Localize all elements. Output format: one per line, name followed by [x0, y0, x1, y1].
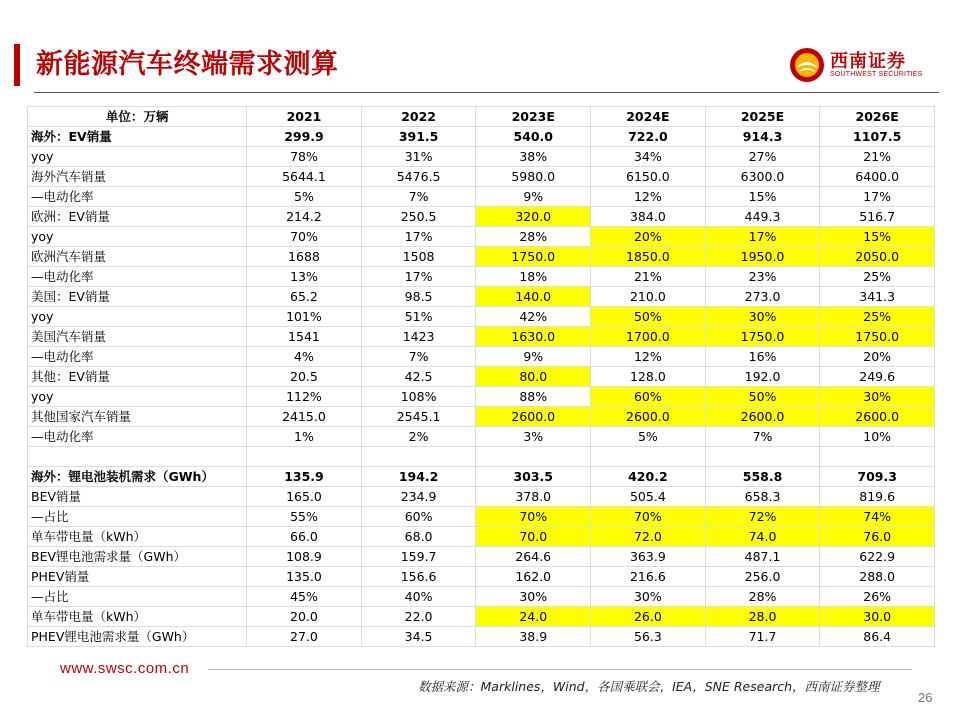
- table-cell: 1700.0: [591, 327, 706, 347]
- table-cell: [591, 447, 706, 467]
- table-cell: 28%: [705, 587, 820, 607]
- table-cell: 2600.0: [476, 407, 591, 427]
- table-cell: 80.0: [476, 367, 591, 387]
- table-cell: 7%: [705, 427, 820, 447]
- footer-divider: [208, 669, 912, 670]
- table-cell: 3%: [476, 427, 591, 447]
- header-cell-2024e: 2024E: [591, 107, 706, 127]
- table-cell: 26%: [820, 587, 935, 607]
- row-label-cell: 海外：EV销量: [28, 127, 247, 147]
- table-body: [28, 127, 935, 647]
- ev-demand-table: [27, 106, 935, 647]
- table-row: [28, 387, 935, 407]
- table-cell: [247, 447, 362, 467]
- table-cell: 505.4: [591, 487, 706, 507]
- logo-text-en: SOUTHWEST SECURITIES: [830, 71, 923, 78]
- table-cell: 516.7: [820, 207, 935, 227]
- table-cell: 17%: [820, 187, 935, 207]
- table-cell: 9%: [476, 347, 591, 367]
- table-row: [28, 127, 935, 147]
- table-cell: 135.0: [247, 567, 362, 587]
- table-cell: 16%: [705, 347, 820, 367]
- table-cell: 25%: [820, 307, 935, 327]
- table-cell: 108.9: [247, 547, 362, 567]
- table-cell: 5476.5: [361, 167, 476, 187]
- table-cell: 162.0: [476, 567, 591, 587]
- table-cell: 214.2: [247, 207, 362, 227]
- table-cell: 72.0: [591, 527, 706, 547]
- table-cell: 1541: [247, 327, 362, 347]
- row-label-cell: yoy: [28, 147, 247, 167]
- table-row: [28, 307, 935, 327]
- table-cell: 2545.1: [361, 407, 476, 427]
- table-cell: 384.0: [591, 207, 706, 227]
- header-cell-2026e: 2026E: [820, 107, 935, 127]
- website-url: www.swsc.com.cn: [60, 660, 190, 677]
- table-cell: 27.0: [247, 627, 362, 647]
- table-cell: 20.5: [247, 367, 362, 387]
- table-row: [28, 527, 935, 547]
- table-cell: 1688: [247, 247, 362, 267]
- table-cell: 13%: [247, 267, 362, 287]
- table-cell: 98.5: [361, 287, 476, 307]
- table-cell: 34.5: [361, 627, 476, 647]
- table-cell: 15%: [820, 227, 935, 247]
- table-cell: 2600.0: [705, 407, 820, 427]
- table-cell: 1750.0: [705, 327, 820, 347]
- table-cell: 17%: [361, 227, 476, 247]
- table-cell: 249.6: [820, 367, 935, 387]
- table-cell: 194.2: [361, 467, 476, 487]
- table-cell: 250.5: [361, 207, 476, 227]
- table-cell: 320.0: [476, 207, 591, 227]
- table-cell: 6300.0: [705, 167, 820, 187]
- table-cell: 5980.0: [476, 167, 591, 187]
- table-cell: 28.0: [705, 607, 820, 627]
- row-label-cell: BEV锂电池需求量（GWh）: [28, 547, 247, 567]
- table-cell: 540.0: [476, 127, 591, 147]
- table-cell: 5644.1: [247, 167, 362, 187]
- row-label-cell: yoy: [28, 227, 247, 247]
- row-label-cell: 美国汽车销量: [28, 327, 247, 347]
- table-cell: 363.9: [591, 547, 706, 567]
- table-cell: 72%: [705, 507, 820, 527]
- table-row: [28, 507, 935, 527]
- row-label-cell: 欧洲：EV销量: [28, 207, 247, 227]
- header-cell-unit: 单位：万辆: [28, 107, 247, 127]
- row-label-cell: 海外汽车销量: [28, 167, 247, 187]
- row-label-cell: —电动化率: [28, 267, 247, 287]
- table-cell: 159.7: [361, 547, 476, 567]
- row-label-cell: 单车带电量（kWh）: [28, 607, 247, 627]
- table-cell: 74.0: [705, 527, 820, 547]
- table-cell: 165.0: [247, 487, 362, 507]
- table-row: [28, 287, 935, 307]
- table-cell: 1107.5: [820, 127, 935, 147]
- table-cell: 1630.0: [476, 327, 591, 347]
- row-label-cell: PHEV销量: [28, 567, 247, 587]
- table-cell: 341.3: [820, 287, 935, 307]
- table-cell: 70%: [591, 507, 706, 527]
- table-cell: 25%: [820, 267, 935, 287]
- table-cell: 21%: [820, 147, 935, 167]
- row-label-cell: 单车带电量（kWh）: [28, 527, 247, 547]
- page-number: 26: [918, 690, 933, 705]
- table-cell: 192.0: [705, 367, 820, 387]
- table-cell: 27%: [705, 147, 820, 167]
- table-cell: 288.0: [820, 567, 935, 587]
- table-cell: 38.9: [476, 627, 591, 647]
- row-label-cell: BEV销量: [28, 487, 247, 507]
- table-cell: 28%: [476, 227, 591, 247]
- table-cell: 76.0: [820, 527, 935, 547]
- table-cell: 722.0: [591, 127, 706, 147]
- header-cell-2025e: 2025E: [705, 107, 820, 127]
- table-cell: 7%: [361, 187, 476, 207]
- table-cell: 30%: [476, 587, 591, 607]
- table-cell: 140.0: [476, 287, 591, 307]
- table-cell: 622.9: [820, 547, 935, 567]
- table-cell: 42.5: [361, 367, 476, 387]
- table-row: [28, 607, 935, 627]
- table-cell: 378.0: [476, 487, 591, 507]
- table-cell: 38%: [476, 147, 591, 167]
- table-cell: 1850.0: [591, 247, 706, 267]
- table-cell: 9%: [476, 187, 591, 207]
- table-cell: 18%: [476, 267, 591, 287]
- table-cell: 299.9: [247, 127, 362, 147]
- title-divider: [34, 92, 939, 93]
- logo-emblem-icon: [788, 46, 826, 84]
- row-label-cell: 欧洲汽车销量: [28, 247, 247, 267]
- table-row: [28, 367, 935, 387]
- table-cell: 420.2: [591, 467, 706, 487]
- table-row: [28, 347, 935, 367]
- table-cell: 6150.0: [591, 167, 706, 187]
- table-cell: 15%: [705, 187, 820, 207]
- row-label-cell: PHEV锂电池需求量（GWh）: [28, 627, 247, 647]
- table-cell: 1508: [361, 247, 476, 267]
- row-label-cell: yoy: [28, 307, 247, 327]
- table-cell: 1750.0: [820, 327, 935, 347]
- table-cell: 1423: [361, 327, 476, 347]
- table-cell: 658.3: [705, 487, 820, 507]
- header-cell-2022: 2022: [361, 107, 476, 127]
- table-cell: 709.3: [820, 467, 935, 487]
- table-row: [28, 467, 935, 487]
- table-cell: 70%: [476, 507, 591, 527]
- table-cell: 1750.0: [476, 247, 591, 267]
- table-cell: 71.7: [705, 627, 820, 647]
- table-cell: 26.0: [591, 607, 706, 627]
- table-row: [28, 207, 935, 227]
- table-cell: 273.0: [705, 287, 820, 307]
- table-cell: [361, 447, 476, 467]
- table-row: [28, 267, 935, 287]
- row-label-cell: 美国：EV销量: [28, 287, 247, 307]
- table-cell: 7%: [361, 347, 476, 367]
- table-cell: 2600.0: [820, 407, 935, 427]
- table-cell: 112%: [247, 387, 362, 407]
- table-row: [28, 227, 935, 247]
- table-row: [28, 147, 935, 167]
- table-cell: 128.0: [591, 367, 706, 387]
- table-cell: 135.9: [247, 467, 362, 487]
- table-cell: 819.6: [820, 487, 935, 507]
- table-cell: 12%: [591, 187, 706, 207]
- table-cell: 264.6: [476, 547, 591, 567]
- table-cell: 391.5: [361, 127, 476, 147]
- table-cell: 256.0: [705, 567, 820, 587]
- table-cell: 31%: [361, 147, 476, 167]
- table-cell: 86.4: [820, 627, 935, 647]
- header-cell-2021: 2021: [247, 107, 362, 127]
- page-title: 新能源汽车终端需求测算: [36, 49, 339, 80]
- table-cell: 60%: [591, 387, 706, 407]
- table-cell: 449.3: [705, 207, 820, 227]
- table-cell: 40%: [361, 587, 476, 607]
- table-cell: 558.8: [705, 467, 820, 487]
- table-cell: 74%: [820, 507, 935, 527]
- table-cell: 21%: [591, 267, 706, 287]
- table-header-row: [28, 107, 935, 127]
- table-cell: 487.1: [705, 547, 820, 567]
- table-cell: 210.0: [591, 287, 706, 307]
- table-cell: 50%: [705, 387, 820, 407]
- table-cell: 30%: [820, 387, 935, 407]
- table-cell: 2600.0: [591, 407, 706, 427]
- table-cell: 5%: [591, 427, 706, 447]
- table-cell: 1%: [247, 427, 362, 447]
- row-label-cell: —占比: [28, 507, 247, 527]
- table-cell: [705, 447, 820, 467]
- row-label-cell: yoy: [28, 387, 247, 407]
- table-cell: 2050.0: [820, 247, 935, 267]
- table-row: [28, 167, 935, 187]
- table-cell: 45%: [247, 587, 362, 607]
- table-cell: 156.6: [361, 567, 476, 587]
- table-cell: 56.3: [591, 627, 706, 647]
- table-cell: 51%: [361, 307, 476, 327]
- table-spacer-row: [28, 447, 935, 467]
- table-cell: 2%: [361, 427, 476, 447]
- table-row: [28, 407, 935, 427]
- data-source-note: 数据来源：Marklines，Wind，各国乘联会，IEA，SNE Research，西南证券整理: [418, 679, 880, 694]
- table-row: [28, 487, 935, 507]
- table-cell: 10%: [820, 427, 935, 447]
- table-row: [28, 547, 935, 567]
- table-cell: 23%: [705, 267, 820, 287]
- table-row: [28, 427, 935, 447]
- table-row: [28, 627, 935, 647]
- table-cell: 303.5: [476, 467, 591, 487]
- table-cell: 20.0: [247, 607, 362, 627]
- table-cell: 68.0: [361, 527, 476, 547]
- row-label-cell: —电动化率: [28, 187, 247, 207]
- table-cell: 20%: [820, 347, 935, 367]
- row-label-cell: —电动化率: [28, 347, 247, 367]
- title-accent-bar: [14, 44, 20, 86]
- table-cell: 70%: [247, 227, 362, 247]
- table-cell: 30.0: [820, 607, 935, 627]
- table-row: [28, 587, 935, 607]
- table-cell: 216.6: [591, 567, 706, 587]
- company-logo: [788, 46, 938, 86]
- table-row: [28, 247, 935, 267]
- table-cell: 2415.0: [247, 407, 362, 427]
- table-cell: 70.0: [476, 527, 591, 547]
- table-cell: 22.0: [361, 607, 476, 627]
- table-cell: 60%: [361, 507, 476, 527]
- table-cell: 65.2: [247, 287, 362, 307]
- table-cell: [820, 447, 935, 467]
- row-label-cell: —占比: [28, 587, 247, 607]
- table-cell: 24.0: [476, 607, 591, 627]
- row-label-cell: [28, 447, 247, 467]
- table-cell: 55%: [247, 507, 362, 527]
- logo-text-cn: 西南证券: [830, 51, 906, 72]
- table-cell: 5%: [247, 187, 362, 207]
- table-cell: 78%: [247, 147, 362, 167]
- table-cell: 1950.0: [705, 247, 820, 267]
- table-cell: 4%: [247, 347, 362, 367]
- table-cell: 50%: [591, 307, 706, 327]
- header-cell-2023e: 2023E: [476, 107, 591, 127]
- table-cell: 88%: [476, 387, 591, 407]
- table-cell: 66.0: [247, 527, 362, 547]
- table-cell: 30%: [705, 307, 820, 327]
- table-cell: 42%: [476, 307, 591, 327]
- table-cell: 108%: [361, 387, 476, 407]
- table-cell: 12%: [591, 347, 706, 367]
- table-cell: 6400.0: [820, 167, 935, 187]
- table-cell: 101%: [247, 307, 362, 327]
- table-row: [28, 327, 935, 347]
- row-label-cell: 其他：EV销量: [28, 367, 247, 387]
- table-cell: 914.3: [705, 127, 820, 147]
- table-cell: 17%: [705, 227, 820, 247]
- row-label-cell: —电动化率: [28, 427, 247, 447]
- table-cell: 234.9: [361, 487, 476, 507]
- row-label-cell: 其他国家汽车销量: [28, 407, 247, 427]
- row-label-cell: 海外：锂电池装机需求（GWh）: [28, 467, 247, 487]
- table-cell: 30%: [591, 587, 706, 607]
- table-row: [28, 187, 935, 207]
- table-cell: [476, 447, 591, 467]
- table-cell: 17%: [361, 267, 476, 287]
- table-cell: 20%: [591, 227, 706, 247]
- table-cell: 34%: [591, 147, 706, 167]
- table-row: [28, 567, 935, 587]
